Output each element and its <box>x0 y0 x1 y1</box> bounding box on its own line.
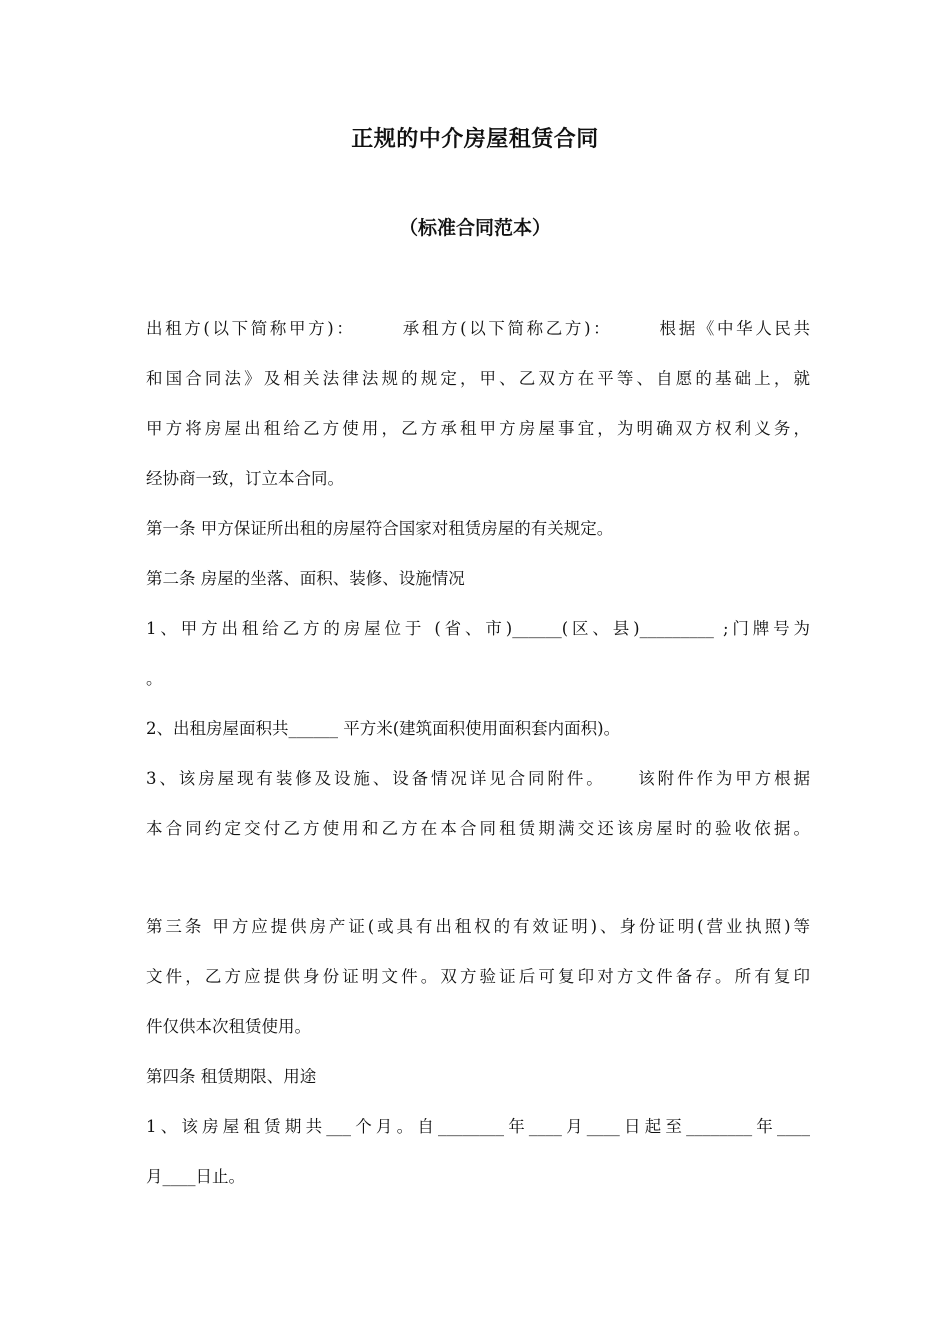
document-subtitle: （标准合同范本） <box>398 217 551 239</box>
paragraph-line: 。 <box>146 669 163 688</box>
paragraph-line: 月____日止。 <box>146 1167 245 1186</box>
paragraph-line: 甲方将房屋出租给乙方使用，乙方承租甲方房屋事宜，为明确双方权利义务， <box>146 419 810 438</box>
clause-heading: 第四条 租赁期限、用途 <box>146 1067 317 1086</box>
paragraph-line: 1、甲方出租给乙方的房屋位于 (省、市)______(区、县)_________ ;门牌号为 <box>146 619 810 638</box>
clause-heading: 第三条 甲方应提供房产证(或具有出租权的有效证明)、身份证明(营业执照)等 <box>146 917 810 936</box>
paragraph-line: 和国合同法》及相关法律法规的规定，甲、乙双方在平等、自愿的基础上，就 <box>146 369 810 388</box>
document-title: 正规的中介房屋租赁合同 <box>351 127 599 152</box>
paragraph-line: 文件，乙方应提供身份证明文件。双方验证后可复印对方文件备存。所有复印 <box>146 967 810 986</box>
clause-heading: 第二条 房屋的坐落、面积、装修、设施情况 <box>146 569 465 588</box>
paragraph-line: 经协商一致，订立本合同。 <box>146 469 344 488</box>
paragraph-line: 3、该房屋现有装修及设施、设备情况详见合同附件。 该附件作为甲方根据 <box>146 769 810 788</box>
document-body <box>146 307 810 1205</box>
paragraph-line: 件仅供本次租赁使用。 <box>146 1017 311 1036</box>
clause-heading: 第一条 甲方保证所出租的房屋符合国家对租赁房屋的有关规定。 <box>146 519 614 538</box>
paragraph-line: 2、出租房屋面积共______ 平方米(建筑面积使用面积套内面积)。 <box>146 719 621 738</box>
paragraph-line: 本合同约定交付乙方使用和乙方在本合同租赁期满交还该房屋时的验收依据。 <box>146 819 810 838</box>
paragraph-line: 1、该房屋租赁期共___个月。自________年____月____日起至________年____ <box>146 1117 810 1136</box>
paragraph-gap <box>146 857 810 905</box>
paragraph-line: 出租方(以下简称甲方)： 承租方(以下简称乙方)： 根据《中华人民共 <box>146 319 810 338</box>
